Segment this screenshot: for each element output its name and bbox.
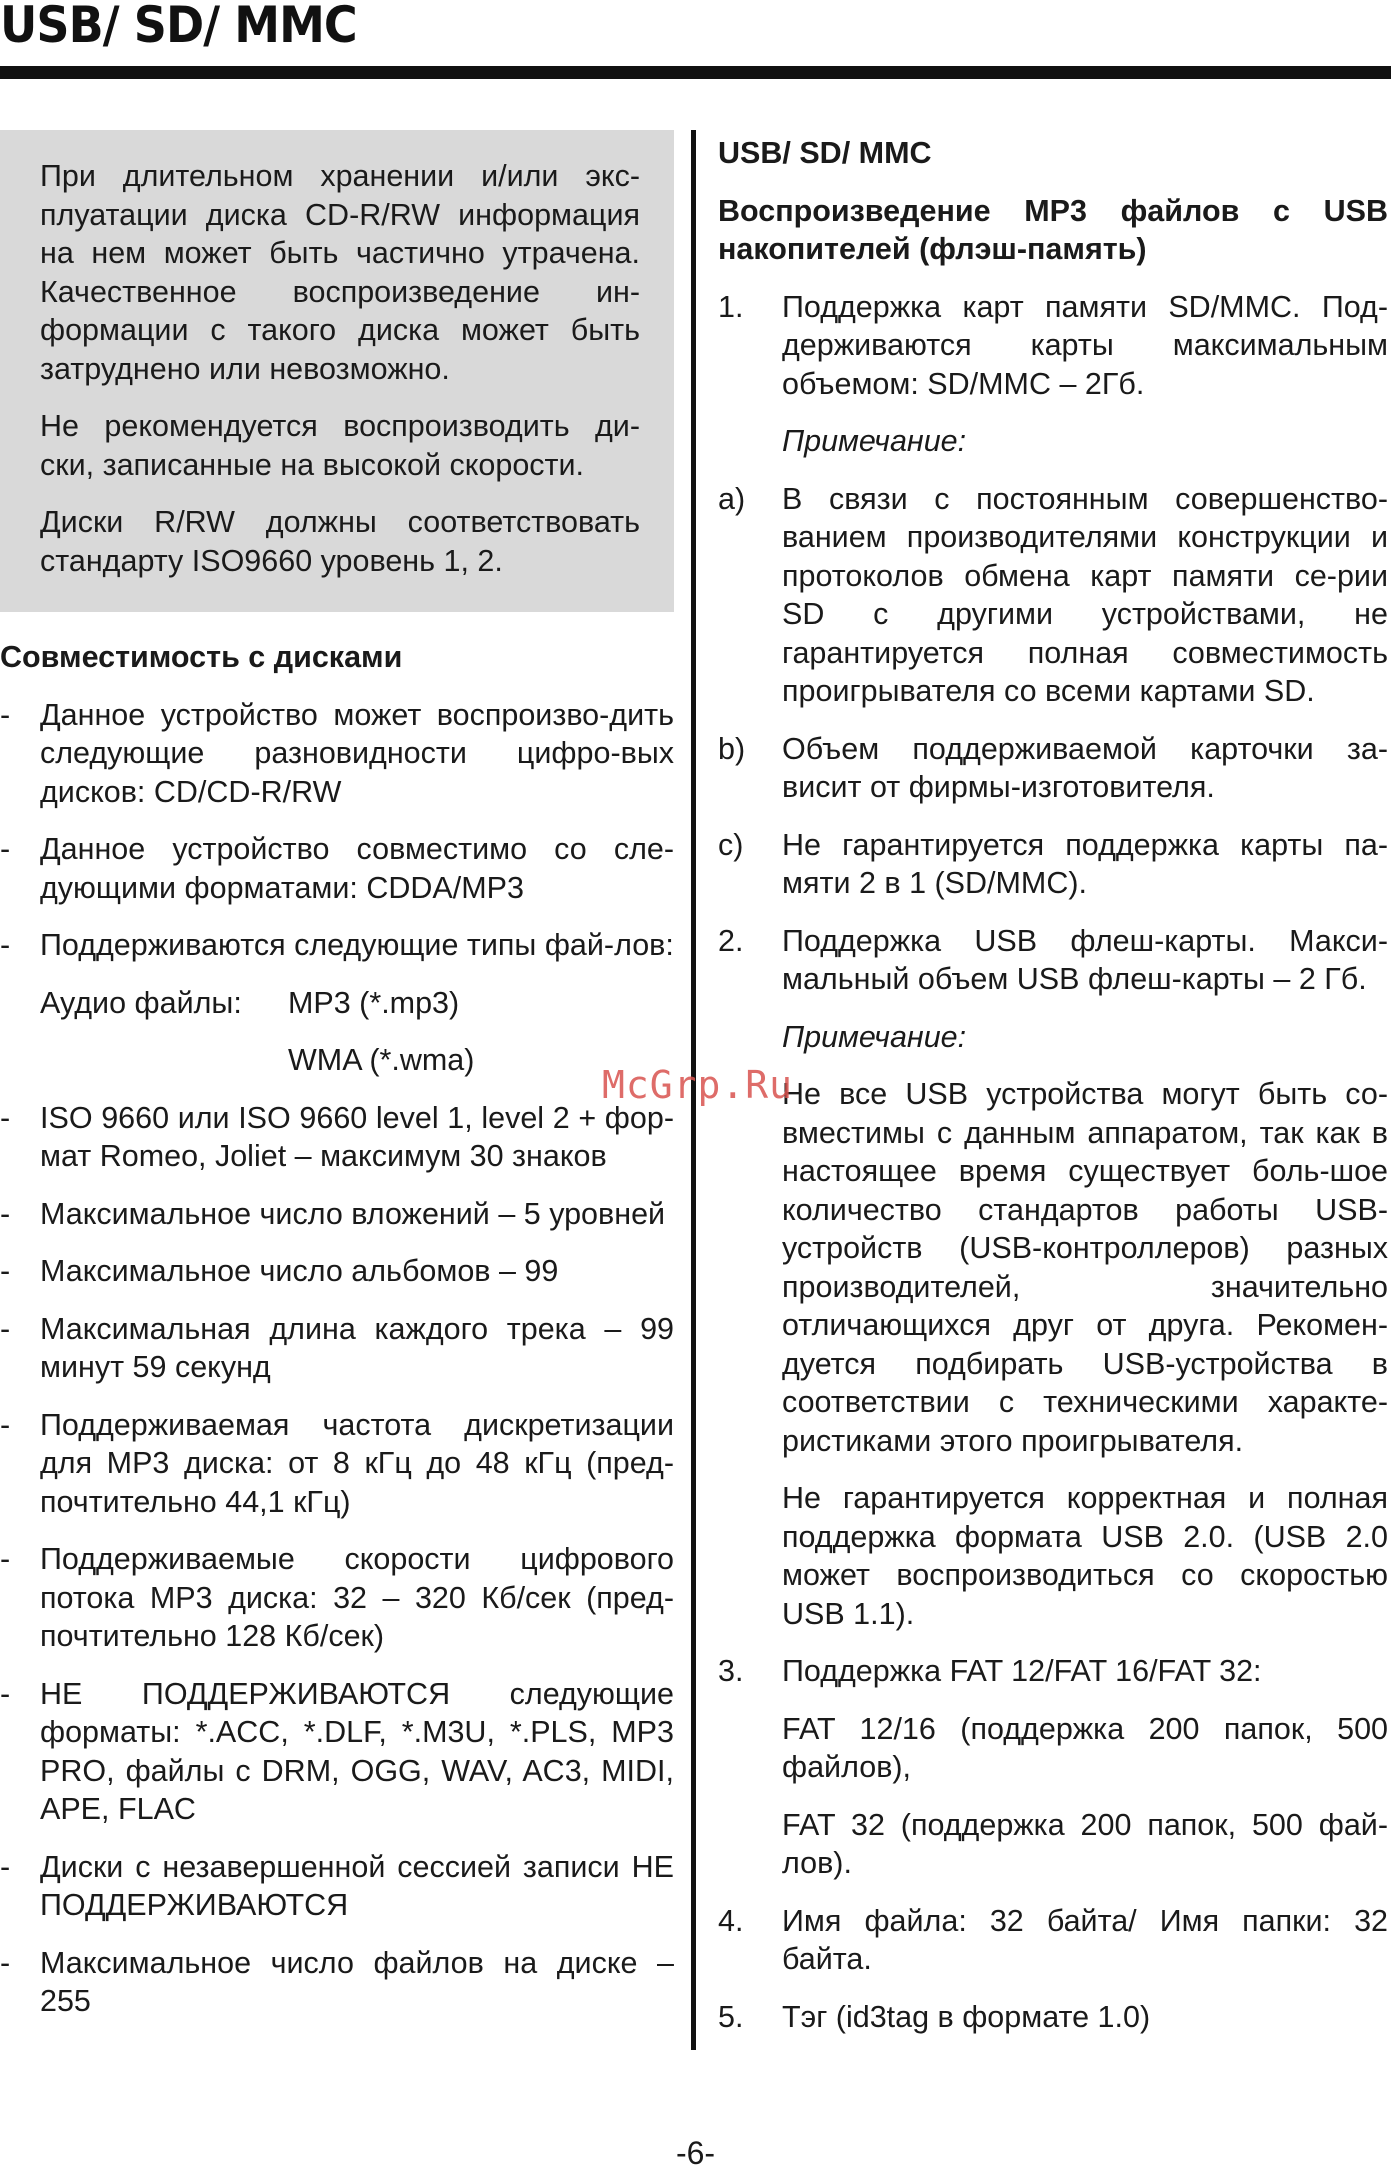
list-item-text: Максимальное число вложений – 5 уровней <box>40 1196 666 1231</box>
list-marker: - <box>0 832 11 866</box>
audio-row <box>40 1041 674 1080</box>
list-marker: - <box>0 1407 11 1442</box>
list-marker: - <box>0 1849 11 1884</box>
note-label: Примечание: <box>782 424 967 458</box>
note-paragraph: Не гарантируется корректная и полная поддержка формата USB 2.0. (USB 2.0 может воспроизводиться со скоростью USB 1.1). <box>782 1481 1388 1631</box>
list-item <box>0 696 674 812</box>
sub-paragraph: FAT 32 (поддержка 200 папок, 500 фай-лов). <box>782 1807 1388 1880</box>
list-marker: - <box>0 697 11 732</box>
note-label: Примечание: <box>782 1019 967 1054</box>
list-item <box>0 1099 674 1176</box>
list-item-text: НЕ ПОДДЕРЖИВАЮТСЯ следующие форматы: *.ACC, *.DLF, *.M3U, *.PLS, MP3 PRO, файлы с DRM, OGG, WAV, AC3, MIDI, APE, FLAC <box>40 1676 674 1826</box>
note-paragraph: Не все USB устройства могут быть со-вместимы с данным аппаратом, так как в настоящее время существует боль-шое количество стандартов работы USB-устройств (USB-контроллеров) разных производителей, значительно отличающихся друг от друга. Рекомен-дуется подбирать USB-устройства в соответствии с техническими характе-ристиками этого проигрывателя. <box>782 1077 1388 1458</box>
list-item-text: Данное устройство совместимо со сле-дующими форматами: CDDA/MP3 <box>40 832 674 905</box>
list-item <box>0 1944 674 2021</box>
list-number: 1. <box>718 289 744 324</box>
list-item <box>0 1406 674 1522</box>
list-item-text: Тэг (id3tag в формате 1.0) <box>782 1999 1151 2034</box>
page-title: USB/ SD/ MMC <box>0 0 357 54</box>
list-item-text: Поддержка карт памяти SD/MMC. Под-держиваются карты максимальным объемом: SD/MMC – 2Гб. <box>782 289 1388 401</box>
list-marker: - <box>0 1945 11 1980</box>
sub-paragraph: FAT 12/16 (поддержка 200 папок, 500 файлов), <box>782 1711 1388 1784</box>
list-number: 5. <box>718 1999 744 2034</box>
list-item <box>0 1848 674 1925</box>
list-item <box>718 730 1388 807</box>
list-marker: - <box>0 1311 11 1346</box>
list-item-text: Поддержка FAT 12/FAT 16/FAT 32: <box>782 1654 1262 1688</box>
list-marker: a) <box>718 481 746 516</box>
list-item-text: Максимальное число альбомов – 99 <box>40 1254 559 1288</box>
list-item <box>0 926 674 965</box>
list-item-text: Не гарантируется поддержка карты па-мяти 2 в 1 (SD/MMC). <box>782 827 1388 900</box>
audio-row <box>40 984 674 1023</box>
audio-format: MP3 (*.mp3) <box>288 985 460 1020</box>
list-item <box>0 1675 674 1829</box>
left-column <box>0 130 674 2021</box>
list-item-text: Данное устройство может воспроизво-дить следующие разновидности цифро-вых дисков: CD/CD-R/RW <box>40 697 674 809</box>
list-item <box>0 1252 674 1291</box>
list-marker: - <box>0 1542 11 1576</box>
list-item-text: В связи с постоянным совершенство-ванием производителями конструкции и протоколов обмена карт памяти се-рии SD с другими устройствами, не гарантируется полная совместимость проигрывателя со всеми картами SD. <box>782 481 1388 708</box>
list-marker: c) <box>718 827 744 862</box>
section-heading: USB/ SD/ MMC <box>718 136 932 170</box>
list-number: 3. <box>718 1654 744 1688</box>
list-marker: b) <box>718 731 746 766</box>
audio-label-spacer <box>40 1041 288 1080</box>
list-item <box>0 830 674 907</box>
list-item-text: Объем поддерживаемой карточки за-висит от фирмы-изготовителя. <box>782 731 1388 804</box>
list-marker: - <box>0 1254 11 1288</box>
list-number: 4. <box>718 1903 744 1938</box>
page-number: -6- <box>675 2135 716 2171</box>
list-item <box>718 826 1388 903</box>
audio-formats <box>0 984 674 1080</box>
list-item-text: Максимальное число файлов на диске – 255 <box>40 1945 674 2018</box>
list-item-text: Поддерживаемая частота дискретизации для MP3 диска: от 8 кГц до 48 кГц (пред-почтительно 44,1 кГц) <box>40 1407 674 1519</box>
list-marker: - <box>0 1100 11 1135</box>
note-paragraph: Диски R/RW должны соответствовать стандарту ISO9660 уровень 1, 2. <box>40 505 640 578</box>
list-item-text: Поддерживаются следующие типы фай-лов: <box>40 928 674 962</box>
list-item <box>718 480 1388 711</box>
audio-format: WMA (*.wma) <box>288 1043 475 1077</box>
list-item-text: Максимальная длина каждого трека – 99 минут 59 секунд <box>40 1311 674 1384</box>
watermark: McGrp.Ru <box>602 1063 794 1107</box>
list-marker: - <box>0 928 11 962</box>
title-rule <box>0 66 1391 79</box>
note-paragraph: При длительном хранении и/или экс-плуатации диска CD-R/RW информация на нем может быть частично утрачена. Качественное воспроизведение ин-формации с такого диска может быть затруднено или невозможно. <box>40 159 640 386</box>
note-paragraph: Не рекомендуется воспроизводить ди-ски, записанные на высокой скорости. <box>40 409 640 482</box>
compat-heading: Совместимость с дисками <box>0 640 403 674</box>
list-item <box>718 288 1388 404</box>
list-marker: - <box>0 1196 11 1231</box>
list-marker: - <box>0 1676 11 1711</box>
list-item <box>718 1998 1388 2037</box>
note-box <box>0 130 674 612</box>
list-item-text: ISO 9660 или ISO 9660 level 1, level 2 + фор-мат Romeo, Joliet – максимум 30 знаков <box>40 1100 674 1173</box>
audio-label: Аудио файлы: <box>40 985 242 1020</box>
list-item <box>0 1310 674 1387</box>
list-item-text: Диски с незавершенной сессией записи НЕ ПОДДЕРЖИВАЮТСЯ <box>40 1849 674 1922</box>
list-item <box>0 1195 674 1234</box>
list-item-text: Поддерживаемые скорости цифрового потока MP3 диска: 32 – 320 Кб/сек (пред-почтительно 128 Кб/сек) <box>40 1542 674 1653</box>
section-subheading: Воспроизведение MP3 файлов с USB накопителей (флэш-память) <box>718 193 1388 266</box>
right-column <box>718 130 1388 2036</box>
list-item <box>718 1902 1388 1979</box>
list-item <box>718 1652 1388 1691</box>
list-item-text: Имя файла: 32 байта/ Имя папки: 32 байта. <box>782 1903 1388 1976</box>
list-item <box>0 1540 674 1656</box>
list-number: 2. <box>718 923 744 958</box>
list-item <box>718 922 1388 999</box>
list-item-text: Поддержка USB флеш-карты. Макси-мальный объем USB флеш-карты – 2 Гб. <box>782 923 1388 996</box>
